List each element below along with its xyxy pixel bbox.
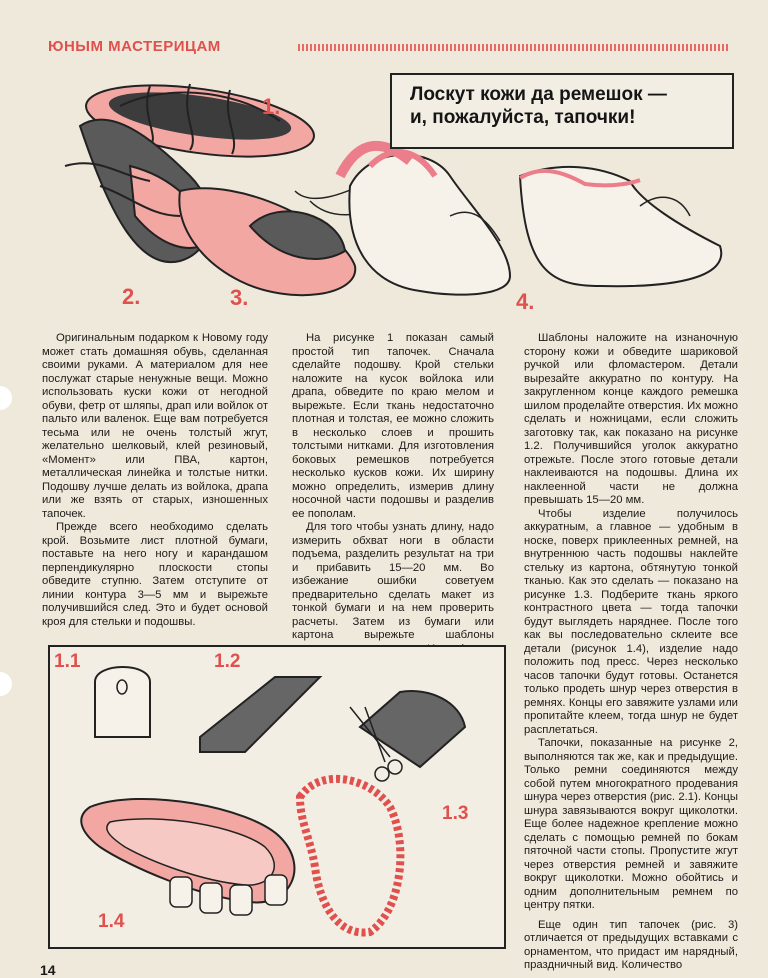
figure-label-1: 1. xyxy=(262,94,281,119)
page-number: 14 xyxy=(40,962,56,978)
title-line-2: и, пожалуйста, тапочки! xyxy=(410,107,636,128)
rubric-decorative-line xyxy=(298,44,730,51)
slipper-5-drawing xyxy=(520,167,721,286)
article-title xyxy=(410,83,720,129)
strap-template-shape xyxy=(95,667,150,737)
insole-fabric-drawing xyxy=(300,779,400,933)
punch-hole xyxy=(0,386,12,410)
paragraph: На рисунке 1 показан самый простой тип тапочек. Сначала сделайте подошву. Крой стельки наложите на кусок войлока или драпа, обведите по краю мелом и вырежьте. Если ткань недостаточно плотная и толстая, ее можно сложить в несколько слоев и прошить толстыми нитками. Для изготовления боковых ремешков потребуется несколько кусков кожи. Их ширину можно определить, измерив длину носочной части подошвы и разделив ее пополам. xyxy=(292,332,494,520)
figure-label-1-3: 1.3 xyxy=(442,803,469,824)
paragraph: Оригинальным подарком к Новому году может стать домашняя обувь, сделанная своими руками. А материалом для нее послужат старые ненужные вещи. Можно использовать куски кожи от негодной обуви, фетр от шляпы, драп или войлок от пальто или валенок. Еще вам потребуется тесьма или не очень толстый жгут, желательно шелковый, клей резиновый, «Момент» или ПВА, картон, металлическая линейка и толстые нитки. Подошву лучше делать из войлока, драпа или же взять от старых, изношенных тапочек. xyxy=(42,332,268,520)
figure-label-1-2: 1.2 xyxy=(214,651,241,672)
section-rubric: ЮНЫМ МАСТЕРИЦАМ xyxy=(48,38,221,55)
figure-label-3: 3. xyxy=(230,285,249,310)
text-column-3 xyxy=(524,332,738,971)
article-title-box xyxy=(390,73,734,149)
text-column-2 xyxy=(292,332,494,670)
title-line-1: Лоскут кожи да ремешок — xyxy=(410,84,667,105)
punch-hole xyxy=(0,672,12,696)
figure-label-4: 4. xyxy=(516,289,535,314)
folded-strap-right xyxy=(360,691,465,767)
figure-label-1-4: 1.4 xyxy=(98,911,125,932)
paragraph: Шаблоны наложите на изнаночную сторону кожи и обведите шариковой ручкой или фломастером. Детали вырезайте аккуратно по контуру. На закругленном конце каждого ремешка шилом проделайте отверстия. Их можно сделать и ножницами, если сложить заготовку так, как показано на рисунке 1.2. Получившийся уголок аккуратно отрежьте. После этого готовые детали наклеиваются на подошвы. Длина их наклеенной части не должна превышать 15—20 мм. xyxy=(524,332,738,506)
paragraph: Чтобы изделие получилось аккуратным, а главное — удобным в носке, поверх приклеенных ремней, на внутреннюю часть подошвы наклейте стельку из картона, обтянутую тонкой тканью. Как это сделать — показано на рисунке 1.3. Подберите ткань яркого контрастного цвета — тогда тапочки будут выглядеть наряднее. После того как вы последовательно склеите все детали (рисунок 1.4), изделие надо положить под пресс. Через несколько часов тапочки будут готовы. Останется только продеть шнур через отверстия в ремнях. Концы его завяжите узлами или пропитайте клеем, тогда шнур не будет расплетаться. xyxy=(524,507,738,736)
folded-strap-left xyxy=(200,677,320,752)
text-column-1 xyxy=(42,332,268,629)
paragraph: Для того чтобы узнать длину, надо измерить обхват ноги в области подъема, разделить результат на три и прибавить 15—20 мм. Во избежание ошибки советуем предварительно сделать макет из тонкой бумаги и на нем проверить расчеты. Затем из бумаги или картона вырежьте шаблоны xyxy=(292,521,494,641)
slipper-4-fur-drawing xyxy=(340,146,510,295)
figure-label-1-1: 1.1 xyxy=(54,651,81,672)
figure-label-2: 2. xyxy=(122,284,141,309)
patterns-illustration-box xyxy=(48,645,506,949)
paragraph: Прежде всего необходимо сделать крой. Возьмите лист плотной бумаги, поставьте на него ногу и карандашом перпендикулярно плоскости стопы обведите ступню. Затем отступите от линии контура 3—5 мм и вырежьте получившийся след. Это и будет основой кроя для стельки и подошвы. xyxy=(42,521,268,628)
paragraph: Тапочки, показанные на рисунке 2, выполняются так же, как и предыдущие. Только ремни соединяются между собой путем многократного продевания шнура через отверстия (рис. 2.1). Концы шнура завязываются вокруг щиколотки. Еще более надежное крепление можно сделать с помощью ремней по бокам пяточной части стопы. Пропустите жгут через отверстия ремней и завяжите вокруг щиколотки. Можно обойтись и одним дополнительным ремнем по центру пятки. xyxy=(524,737,738,911)
patterns-illustration xyxy=(50,647,504,947)
paragraph: Еще один тип тапочек (рис. 3) отличается от предыдущих вставками с орнаментом, что придаст им нарядный, праздничный вид. Количество xyxy=(524,918,738,971)
